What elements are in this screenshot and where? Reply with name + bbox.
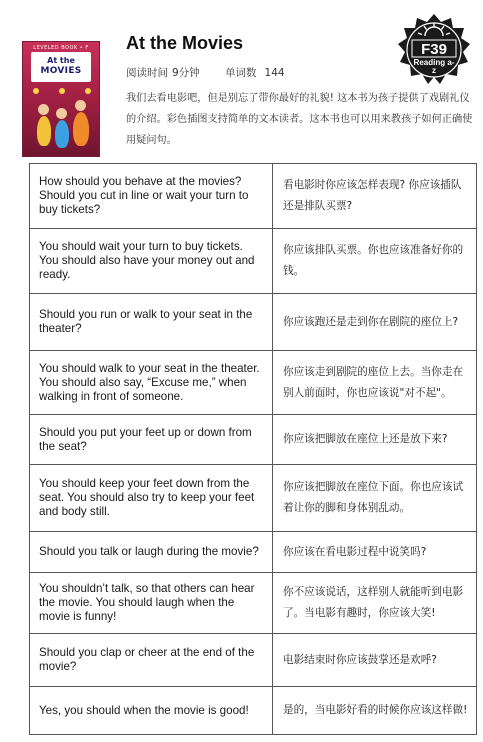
english-cell: You shouldn’t talk, so that others can hear the movie. You should laugh when the movie is funny! — [30, 573, 273, 634]
chinese-cell: 看电影时你应该怎样表现? 你应该插队还是排队买票? — [273, 164, 477, 229]
english-cell: How should you behave at the movies? Should you cut in line or wait your turn to buy tickets? — [30, 164, 273, 229]
table-row — [30, 294, 477, 351]
chinese-cell: 电影结束时你应该鼓掌还是欢呼? — [273, 634, 477, 687]
english-cell: Should you put your feet up or down from the seat? — [30, 415, 273, 465]
table-row — [30, 573, 477, 634]
english-cell: You should wait your turn to buy tickets. You should also have your money out and ready. — [30, 229, 273, 294]
word-count — [225, 67, 285, 79]
english-cell: Should you clap or cheer at the end of the movie? — [30, 634, 273, 687]
reading-time-label: 阅读时间 — [126, 67, 168, 79]
stage-light-icon — [33, 88, 39, 94]
english-cell: Should you talk or laugh during the movie? — [30, 532, 273, 573]
book-cover-image — [22, 41, 100, 157]
chinese-cell: 你应该把脚放在座位上还是放下来? — [273, 415, 477, 465]
book-description: 我们去看电影吧，但是别忘了带你最好的礼貌! 这本书为孩子提供了戏剧礼仪的介绍。彩色插图支持简单的文本读者。这本书也可以用来教孩子如何正确使用疑问句。 — [126, 93, 473, 146]
chinese-cell: 是的，当电影好看的时候你应该这样做! — [273, 687, 477, 735]
child-head — [75, 100, 86, 111]
qa-table — [29, 163, 477, 735]
child-figure — [37, 116, 51, 146]
reading-time-value: 9分钟 — [172, 67, 200, 79]
book-meta — [126, 65, 307, 80]
stage-light-icon — [59, 88, 65, 94]
word-count-label: 单词数 — [225, 67, 257, 79]
table-row — [30, 351, 477, 415]
badge-level: F39 — [421, 41, 447, 58]
badge-brand: Reading a-z — [413, 58, 455, 75]
english-cell: Should you run or walk to your seat in the theater? — [30, 294, 273, 351]
table-row — [30, 687, 477, 735]
level-badge — [398, 14, 470, 86]
english-cell: Yes, you should when the movie is good! — [30, 687, 273, 735]
word-count-value: 144 — [264, 67, 285, 79]
table-row — [30, 532, 477, 573]
english-cell: You should walk to your seat in the theater. You should also say, “Excuse me,” when walking in front of someone. — [30, 351, 273, 415]
reading-time — [126, 67, 200, 79]
cover-title-line2: MOVIES — [40, 66, 82, 76]
cover-title — [31, 52, 91, 82]
child-head — [56, 108, 67, 119]
cover-series-label: LEVELED BOOK • F — [33, 45, 89, 51]
table-row — [30, 229, 477, 294]
stage-light-icon — [85, 88, 91, 94]
chinese-cell: 你应该在看电影过程中说笑吗? — [273, 532, 477, 573]
cover-title-line1: At the — [47, 56, 75, 65]
table-row — [30, 415, 477, 465]
child-figure — [73, 112, 89, 146]
table-row — [30, 634, 477, 687]
chinese-cell: 你应该跑还是走到你在剧院的座位上? — [273, 294, 477, 351]
chinese-cell: 你不应该说话，这样别人就能听到电影了。当电影有趣时，你应该大笑! — [273, 573, 477, 634]
table-row — [30, 164, 477, 229]
english-cell: You should keep your feet down from the seat. You should also try to keep your feet and body still. — [30, 465, 273, 532]
chinese-cell: 你应该把脚放在座位下面。你也应该试着让你的脚和身体别乱动。 — [273, 465, 477, 532]
chinese-cell: 你应该排队买票。你也应该准备好你的钱。 — [273, 229, 477, 294]
book-title: At the Movies — [126, 33, 244, 53]
table-row — [30, 465, 477, 532]
chinese-cell: 你应该走到剧院的座位上去。当你走在别人前面时，你也应该说"对不起"。 — [273, 351, 477, 415]
child-figure — [55, 120, 69, 148]
child-head — [38, 104, 49, 115]
